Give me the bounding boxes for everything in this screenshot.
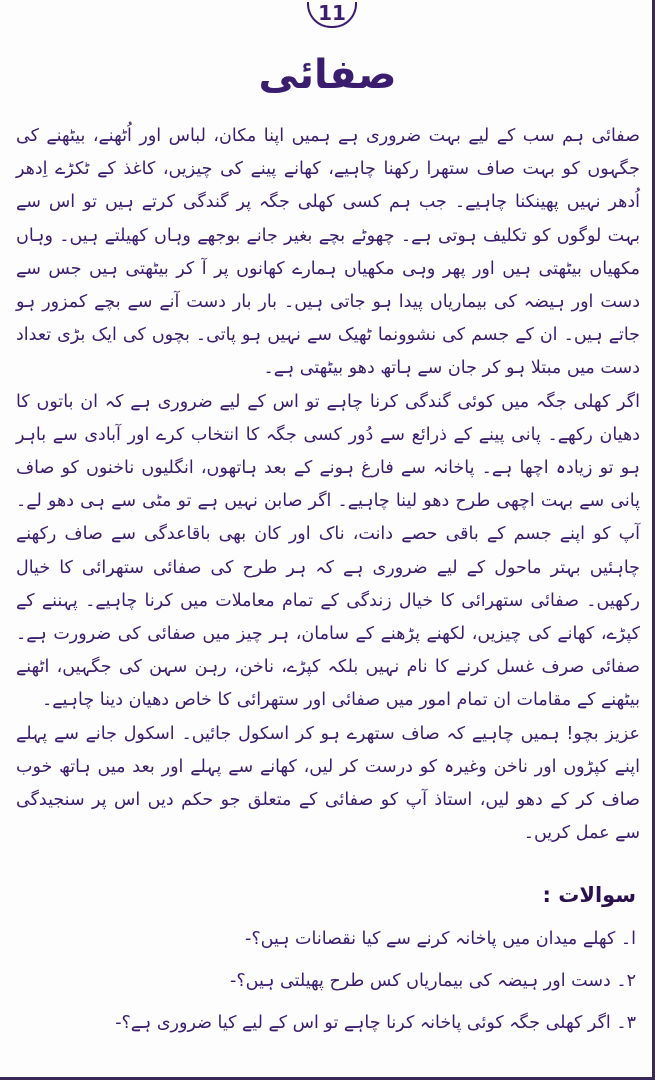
question-item: ا۔ کھلے میدان میں پاخانہ کرنے سے کیا نقصانات ہیں؟- [245,929,636,949]
paragraph-3: عزیز بچو! ہمیں چاہیے کہ صاف ستھرے ہو کر اسکول جائیں۔ اسکول جانے سے پہلے اپنے کپڑوں اور ناخن وغیرہ کو درست کر لیں، کھانے سے پہلے اور بعد میں ہاتھ خوب صاف کر کے دھو لیں، استاذ آپ کو صفائی کے متعلق جو حکم دیں اس پر سنجیدگی سے عمل کریں۔ [16,723,640,844]
lesson-body [16,120,640,850]
paragraph-2: اگر کھلی جگہ میں کوئی گندگی کرنا چاہے تو اس کے لیے ضروری ہے کہ ان باتوں کا دھیان رکھے۔ پانی پینے کے ذرائع سے دُور کسی جگہ کا انتخاب کرے اور آبادی سے باہر ہو تو زیادہ اچھا ہے۔ پاخانہ سے فارغ ہونے کے بعد ہاتھوں، انگلیوں ناخنوں کو صاف پانی سے بہت اچھی طرح دھو لینا چاہیے۔ اگر صابن نہیں ہے تو مٹی سے ہی دھو لے۔ آپ کو اپنے جسم کے باقی حصے دانت، ناک اور کان بھی باقاعدگی سے صاف رکھنے چاہئیں بہتر ماحول کے لیے ضروری ہے کہ ہر طرح کی صفائی ستھرائی کا خیال رکھیں۔ صفائی ستھرائی کا خیال زندگی کے تمام معاملات میں کرنا چاہیے۔ پہننے کے کپڑے، کھانے کی چیزیں، لکھنے پڑھنے کے سامان، ہر چیز میں صفائی کی ضرورت ہے۔ صفائی صرف غسل کرنے کا نام نہیں بلکہ کپڑے، ناخن، رہن سہن کی جگہیں، اٹھنے بیٹھنے کے مقامات ان تمام امور میں صفائی اور ستھرائی کا خاص دھیان دینا چاہیے۔ [16,391,640,711]
question-item: ٢۔ دست اور ہیضہ کی بیماریاں کس طرح پھیلتی ہیں؟- [230,971,636,991]
questions-list [36,918,636,1044]
paragraph-1: صفائی ہم سب کے لیے بہت ضروری ہے ہمیں اپنا مکان، لباس اور اُٹھنے، بیٹھنے کی جگہوں کو بہت صاف ستھرا رکھنا چاہیے، کھانے پینے کی چیزیں، کاغذ کے ٹکڑے اِدھر اُدھر نہیں پھینکنا چاہیے۔ جب ہم کسی کھلی جگہ پر گندگی کرتے ہیں تو اس سے بہت لوگوں کو تکلیف ہوتی ہے۔ چھوٹے بچے بغیر جانے بوجھے وہاں کھیلتے ہیں۔ وہاں مکھیاں بیٹھتی ہیں اور پھر وہی مکھیاں ہمارے کھانوں پر آ کر بیٹھتی ہیں جس سے دست اور ہیضہ کی بیماریاں پیدا ہو جاتی ہیں۔ بار بار دست آنے سے بچے کمزور ہو جاتے ہیں۔ ان کے جسم کی نشوونما ٹھیک سے نہیں ہو پاتی۔ بچوں کی ایک بڑی تعداد دست میں مبتلا ہو کر جان سے ہاتھ دھو بیٹھتی ہے۔ [16,126,640,379]
page-number: 11 [307,2,357,28]
questions-heading: سوالات : [542,883,636,907]
question-item: ٣۔ اگر کھلی جگہ کوئی پاخانہ کرنا چاہے تو اس کے لیے کیا ضروری ہے؟- [115,1013,636,1033]
page-title: صفائی [258,52,397,98]
